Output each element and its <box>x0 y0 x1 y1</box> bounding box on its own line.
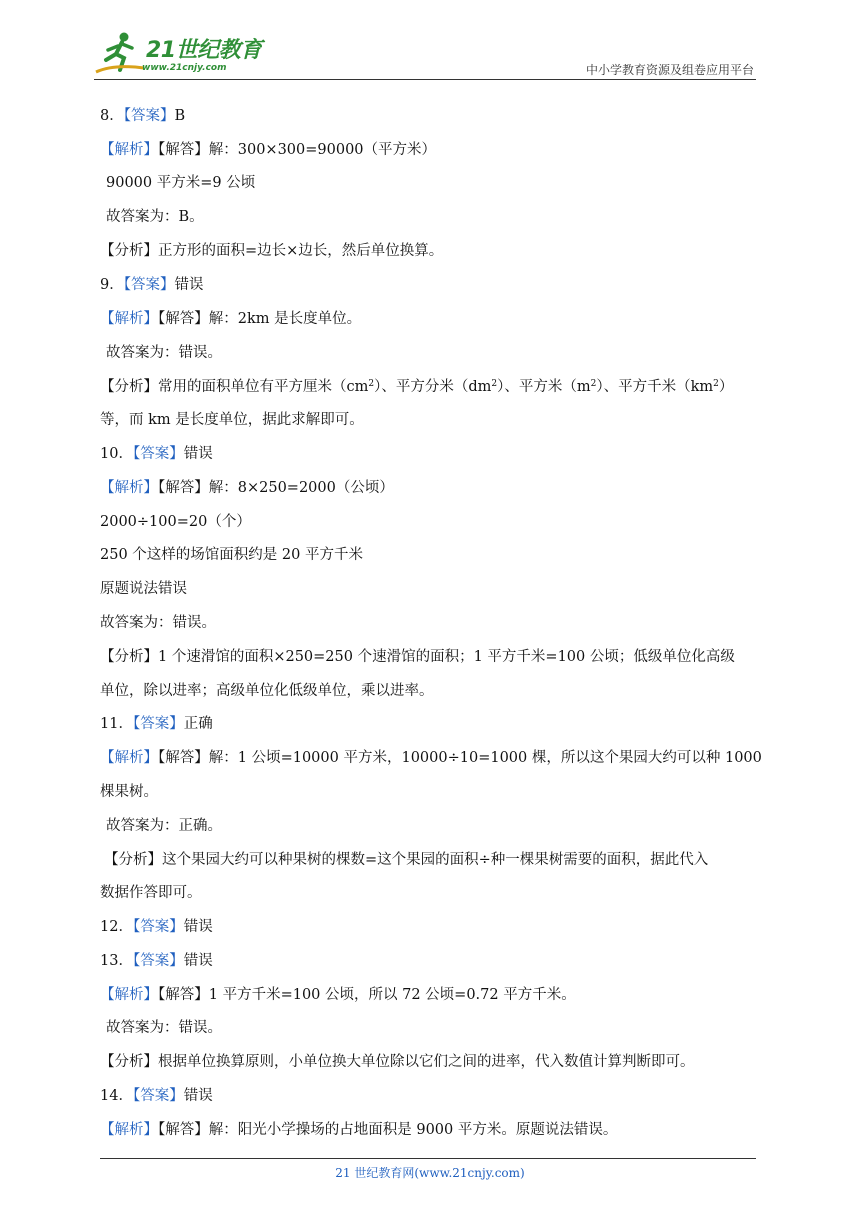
q9-solution-line <box>100 309 361 329</box>
q11-analysis-line-2: 数据作答即可。 <box>100 885 202 901</box>
q11-analysis-line <box>104 850 708 870</box>
q8-answer-line <box>100 106 185 126</box>
header-tagline: 中小学教育资源及组卷应用平台 <box>585 63 754 77</box>
answer-value: 正确 <box>183 716 213 732</box>
solution-text: 解：8×250=2000（公顷） <box>208 480 394 496</box>
jiexi-tag: 【解析】 <box>100 1122 158 1138</box>
header-divider <box>94 79 756 80</box>
q9-analysis-line-2: 等，而 km 是长度单位，据此求解即可。 <box>100 412 364 428</box>
answer-value: 错误 <box>183 953 213 969</box>
q8-analysis-line <box>100 241 443 261</box>
q11-solution-line-2: 棵果树。 <box>100 784 158 800</box>
analysis-text: ） <box>718 379 734 395</box>
answer-value: 错误 <box>183 919 213 935</box>
q10-final: 故答案为：错误。 <box>100 615 216 631</box>
q12-answer-line <box>100 917 213 937</box>
fenxi-tag: 【分析】 <box>100 243 158 259</box>
jieda-tag: 【解答】 <box>158 311 209 327</box>
answer-value: 错误 <box>183 446 213 462</box>
solution-text: 解：1 公顷=10000 平方米，10000÷10=1000 棵，所以这个果园大约可以种 1000 <box>208 750 762 766</box>
question-number: 10． <box>100 446 133 462</box>
solution-text: 解：300×300=90000（平方米） <box>208 142 437 158</box>
fenxi-tag: 【分析】 <box>104 852 162 868</box>
answer-tag: 【答案】 <box>132 1088 184 1104</box>
solution-text: 解：2km 是长度单位。 <box>208 311 362 327</box>
q10-step-2: 250 个这样的场馆面积约是 20 平方千米 <box>100 547 363 563</box>
solution-text: 解：阳光小学操场的占地面积是 9000 平方米。原题说法错误。 <box>208 1122 618 1138</box>
analysis-text: 常用的面积单位有平方厘米（cm <box>158 379 369 395</box>
q10-step-1: 2000÷100=20（个） <box>100 514 251 530</box>
q8-final: 故答案为：B。 <box>106 209 204 225</box>
jieda-tag: 【解答】 <box>158 987 209 1003</box>
answer-tag: 【答案】 <box>132 716 184 732</box>
solution-text: 1 平方千米=100 公顷，所以 72 公顷=0.72 平方千米。 <box>208 987 576 1003</box>
site-logo <box>94 30 264 78</box>
answer-value: 错误 <box>174 277 204 293</box>
page-header <box>0 0 860 80</box>
answer-tag: 【答案】 <box>132 446 184 462</box>
jiexi-tag: 【解析】 <box>100 480 158 496</box>
logo-url: www.21cnjy.com <box>142 63 227 73</box>
footer-divider <box>100 1158 756 1159</box>
q9-answer-line <box>100 275 203 295</box>
jiexi-tag: 【解析】 <box>100 311 158 327</box>
jieda-tag: 【解答】 <box>158 750 209 766</box>
q10-answer-line <box>100 444 213 464</box>
analysis-text: 根据单位换算原则，小单位换大单位除以它们之间的进率，代入数值计算判断即可。 <box>158 1054 695 1070</box>
q10-analysis-line-2: 单位，除以进率；高级单位化低级单位，乘以进率。 <box>100 683 434 699</box>
analysis-text: 这个果园大约可以种果树的棵数=这个果园的面积÷种一棵果树需要的面积，据此代入 <box>162 852 709 868</box>
question-number: 11． <box>100 716 133 732</box>
answer-value: 错误 <box>183 1088 213 1104</box>
jiexi-tag: 【解析】 <box>100 987 158 1003</box>
jieda-tag: 【解答】 <box>158 480 209 496</box>
answer-tag: 【答案】 <box>123 108 175 124</box>
q13-analysis-line <box>100 1052 695 1072</box>
analysis-text: 1 个速滑馆的面积×250=250 个速滑馆的面积；1 平方千米=100 公顷；低级单位化高级 <box>158 649 735 665</box>
q9-analysis-line <box>100 377 733 397</box>
q8-solution-line <box>100 140 436 160</box>
question-number: 12． <box>100 919 133 935</box>
footer-link[interactable]: 21 世纪教育网(www.21cnjy.com) <box>335 1166 525 1180</box>
q13-final: 故答案为：错误。 <box>106 1020 222 1036</box>
q13-answer-line <box>100 951 213 971</box>
fenxi-tag: 【分析】 <box>100 1054 158 1070</box>
q10-analysis-line <box>100 647 735 667</box>
q11-solution-line <box>100 748 762 768</box>
question-number: 8． <box>100 108 124 124</box>
analysis-text: ）、平方米（m <box>497 379 591 395</box>
fenxi-tag: 【分析】 <box>100 649 158 665</box>
analysis-text: ）、平方分米（dm <box>374 379 492 395</box>
superscript: 2 <box>590 379 597 389</box>
fenxi-tag: 【分析】 <box>100 379 158 395</box>
answer-tag: 【答案】 <box>123 277 175 293</box>
question-number: 9． <box>100 277 124 293</box>
logo-wordmark: 21世纪教育 <box>146 38 262 63</box>
superscript: 2 <box>491 379 498 389</box>
question-number: 14． <box>100 1088 133 1104</box>
question-number: 13． <box>100 953 133 969</box>
jieda-tag: 【解答】 <box>158 142 209 158</box>
q10-solution-line <box>100 478 394 498</box>
analysis-text: 正方形的面积=边长×边长，然后单位换算。 <box>158 243 444 259</box>
q13-solution-line <box>100 985 576 1005</box>
q10-step-3: 原题说法错误 <box>100 581 187 597</box>
q14-answer-line <box>100 1086 213 1106</box>
q9-final: 故答案为：错误。 <box>106 345 222 361</box>
superscript: 2 <box>713 379 719 389</box>
analysis-text: ）、平方千米（km <box>596 379 714 395</box>
answer-tag: 【答案】 <box>132 953 184 969</box>
q11-answer-line <box>100 714 213 734</box>
answer-value: B <box>174 108 186 124</box>
jieda-tag: 【解答】 <box>158 1122 209 1138</box>
q14-solution-line <box>100 1120 617 1140</box>
q8-step: 90000 平方米=9 公顷 <box>106 175 256 191</box>
answer-tag: 【答案】 <box>132 919 184 935</box>
q11-final: 故答案为：正确。 <box>106 818 222 834</box>
jiexi-tag: 【解析】 <box>100 750 158 766</box>
jiexi-tag: 【解析】 <box>100 142 158 158</box>
superscript: 2 <box>368 379 375 389</box>
